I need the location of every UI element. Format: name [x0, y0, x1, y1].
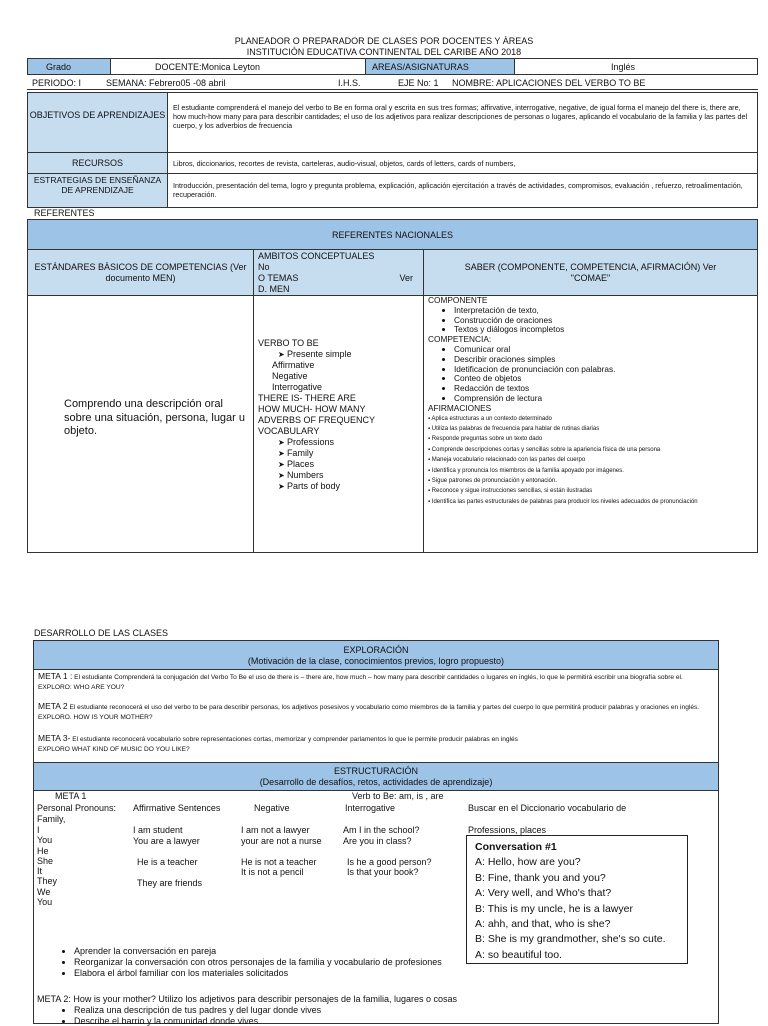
vocab-item: ➤ Numbers — [278, 470, 423, 481]
docente-cell: DOCENTE:Monica Leyton — [110, 58, 366, 75]
competencia-label: COMPETENCIA: — [428, 335, 757, 345]
afirmacion-item: ▪ Comprende descripciones cortas y sencillas sobre la apariencia física de una persona — [428, 445, 757, 455]
meta2-items — [34, 1005, 321, 1026]
pronoun: I — [37, 825, 57, 835]
pronoun: You — [37, 835, 57, 845]
eje: EJE No: 1 — [398, 78, 439, 89]
conversation-line: A: Hello, how are you? — [475, 855, 687, 870]
negative-example: I am not a lawyer — [241, 825, 322, 836]
competencia-item: • Comprensión de lectura — [454, 394, 757, 404]
ambitos-header-line2: No — [258, 262, 423, 273]
estructuracion-header — [33, 762, 719, 791]
negative-example: He is not a teacher — [241, 857, 322, 868]
referentes-label: REFERENTES — [34, 208, 95, 219]
ihs: I.H.S. — [338, 78, 361, 89]
personal-pronouns-header: Personal Pronouns: — [37, 803, 116, 814]
estructuracion-subtitle: (Desarrollo de desafíos, retos, actividades de aprendizaje) — [34, 777, 718, 788]
componente-item: • Construcción de oraciones — [454, 316, 757, 326]
adverbs-line: ADVERBS OF FREQUENCY — [258, 415, 423, 426]
componente-item: • Textos y diálogos incompletos — [454, 325, 757, 335]
conversation-title: Conversation #1 — [475, 840, 687, 855]
negative-header: Negative — [254, 803, 290, 814]
form-negative: Negative — [272, 371, 423, 382]
negative-list — [241, 825, 322, 878]
recursos-label: RECURSOS — [27, 152, 168, 174]
vocab-item: ➤ Professions — [278, 437, 423, 448]
periodo: PERIODO: I — [32, 78, 81, 89]
competencia-item: • Conteo de objetos — [454, 374, 757, 384]
conversation-line: A: so beautiful too. — [475, 948, 687, 963]
estandar-text: Comprendo una descripción oral sobre una situación, persona, lugar u objeto. — [64, 398, 250, 439]
recursos-text: Libros, diccionarios, recortes de revista, carteleras, audio-visual, objetos, cards of letters, cards of numbers, — [167, 152, 758, 174]
form-affirmative: Affirmative — [272, 360, 423, 371]
ambitos-header-line1: AMBITOS CONCEPTUALES — [258, 251, 423, 262]
areas-cell: AREAS/ASIGNATURAS — [365, 58, 515, 75]
semana: SEMANA: Febrero05 -08 abril — [106, 78, 226, 89]
vocab-item: ➤ Family — [278, 448, 423, 459]
estandares-header: ESTÁNDARES BÀSICOS DE COMPETENCIAS (Ver documento MEN) — [27, 249, 254, 296]
affirmative-list — [133, 825, 202, 889]
pronoun: It — [37, 866, 57, 876]
competencia-item: • Redacción de textos — [454, 384, 757, 394]
afirmaciones-label: AFIRMACIONES — [428, 404, 757, 414]
conversation-line: A: Very well, and Who's that? — [475, 886, 687, 901]
competencia-item: • Describir oraciones simples — [454, 355, 757, 365]
affirmative-example: You are a lawyer — [133, 836, 202, 847]
afirmacion-item: ▪ Utiliza las palabras de frecuencia para hablar de rutinas diarias — [428, 424, 757, 434]
meta3-exploracion: META 3- El estudiante reconocerá vocabulario sobre representaciones cortas, memorizar y comprender parlamentos lo que le permite producir palabras en inglés — [38, 733, 714, 745]
interrogative-example: Is that your book? — [343, 867, 432, 878]
conversation-box — [466, 835, 688, 964]
buscar-text: Buscar en el Diccionario vocabulario de — [468, 803, 626, 814]
competencia-item: • Idetificacion de pronunciación con palabras. — [454, 365, 757, 375]
affirmative-example: I am student — [133, 825, 202, 836]
interrogative-header: Interrogative — [345, 803, 395, 814]
ambitos-header-line4: D. MEN — [258, 284, 423, 295]
grado-cell: Grado — [27, 58, 111, 75]
conversation-line: A: ahh, and that, who is she? — [475, 917, 687, 932]
estrategias-label: ESTRATEGIAS DE ENSEÑANZA DE APRENDIZAJE — [27, 173, 168, 208]
meta2-item: • Realiza una descripción de tus padres y del lugar donde vives — [74, 1005, 321, 1016]
pronoun: They — [37, 876, 57, 886]
vocab-item: ➤ Parts of body — [278, 481, 423, 492]
ambitos-cell — [253, 295, 424, 553]
pronoun: We — [37, 887, 57, 897]
activity-item: • Reorganizar la conversación con otros personajes de la familia y vocabulario de profesiones — [74, 957, 442, 968]
exploracion-header — [33, 640, 719, 670]
estandar-cell — [27, 295, 254, 553]
interrogative-list — [343, 825, 432, 878]
ver-label: Ver — [399, 273, 413, 284]
ingles-cell: Inglés — [514, 58, 758, 75]
meta2-item: • Describe el barrio y la comunidad donde vives — [74, 1016, 321, 1026]
componente-item: • Interpretación de texto, — [454, 306, 757, 316]
pronoun: He — [37, 846, 57, 856]
presente-simple: ➤ Presente simple — [278, 349, 423, 360]
desarrollo-label: DESARROLLO DE LAS CLASES — [34, 628, 168, 639]
referentes-nacionales-header: REFERENTES NACIONALES — [27, 219, 758, 250]
activities-list — [34, 946, 442, 979]
afirmacion-item: ▪ Maneja vocabulario relacionado con las partes del cuerpo — [428, 455, 757, 465]
meta1-exploracion: META 1 : El estudiante Comprenderá la conjugación del Verbo To Be el uso de there is – there are, how much – how many para describir cantidades o lugares en inglés, lo que le permitirá escribir una biografía sobre el. EXPLORO: WHO ARE YOU? — [38, 671, 714, 701]
conversation-line: B: This is my uncle, he is a lawyer — [475, 902, 687, 917]
negative-example: It is not a pencil — [241, 867, 322, 878]
vocab-item: ➤ Places — [278, 459, 423, 470]
conversation-line: B: Fine, thank you and you? — [475, 871, 687, 886]
componente-label: COMPONENTE — [428, 296, 757, 306]
verbo-to-be: VERBO TO BE — [258, 338, 423, 349]
verb-to-be-label: Verb to Be: am, is , are — [352, 791, 444, 802]
exploracion-body — [33, 669, 719, 763]
afirmacion-item: ▪ Identifica y pronuncia los miembros de la familia apoyado por imágenes. — [428, 466, 757, 476]
afirmacion-item: ▪ Identifica las partes estructurales de palabras para producir los niveles adecuados de pronunciación — [428, 497, 757, 507]
exploracion-title: EXPLORACIÓN — [34, 645, 718, 656]
ambitos-header-line3: O TEMAS Ver — [258, 273, 423, 284]
activity-item: • Elabora el árbol familiar con los materiales solicitados — [74, 968, 442, 979]
affirmative-header: Affirmative Sentences — [133, 803, 220, 814]
afirmacion-item: ▪ Reconoce y sigue instrucciones sencillas, si están ilustradas — [428, 486, 757, 496]
activity-item: • Aprender la conversación en pareja — [74, 946, 442, 957]
ambitos-header — [253, 249, 424, 296]
how-much-line: HOW MUCH- HOW MANY — [258, 404, 423, 415]
afirmacion-item: ▪ Sigue patrones de pronunciación y entonación. — [428, 476, 757, 486]
conversation-line: B: She is my grandmother, she's so cute. — [475, 932, 687, 947]
professions-text: Professions, places — [468, 825, 546, 836]
exploracion-subtitle: (Motivación de la clase, conocimientos previos, logro propuesto) — [34, 656, 718, 667]
meta2-exploracion: META 2 El estudiante reconocerá el uso del verbo to be para describir personas, los adjetivos posesivos y vocabulario como miembros de la familia y partes del cuerpo lo que permitirá producir palabras y oraciones en inglés. EXPLORO. HOW IS YOUR MOTHER? — [38, 701, 714, 733]
doc-title: PLANEADOR O PREPARADOR DE CLASES POR DOCENTES Y ÀREAS — [0, 36, 768, 47]
pronoun: She — [37, 856, 57, 866]
objetivos-label: OBJETIVOS DE APRENDIZAJES — [27, 92, 168, 153]
interrogative-example: Am I in the school? — [343, 825, 432, 836]
affirmative-example: He is a teacher — [133, 857, 202, 868]
interrogative-example: Is he a good person? — [343, 857, 432, 868]
afirmacion-item: ▪ Responde preguntas sobre un texto dado — [428, 434, 757, 444]
doc-subtitle: INSTITUCIÓN EDUCATIVA CONTINENTAL DEL CARIBE AÑO 2018 — [0, 47, 768, 58]
competencia-item: • Comunicar oral — [454, 345, 757, 355]
meta3-explorer-question: EXPLORO WHAT KIND OF MUSIC DO YOU LIKE? — [38, 745, 714, 755]
vocabulary-line: VOCABULARY — [258, 426, 423, 437]
divider — [27, 89, 758, 90]
affirmative-example: They are friends — [133, 878, 202, 889]
nombre: NOMBRE: APLICACIONES DEL VERBO TO BE — [452, 78, 645, 89]
there-is-line: THERE IS- THERE ARE — [258, 393, 423, 404]
family-text: Family, — [37, 814, 65, 825]
meta1-label: META 1 — [55, 791, 86, 802]
meta2-line: META 2: How is your mother? Utilizo los adjetivos para describir personajes de la familia, lugares o cosas — [37, 994, 457, 1005]
negative-example: your are not a nurse — [241, 836, 322, 847]
saber-cell — [423, 295, 758, 553]
afirmacion-item: ▪ Aplica estructuras a un contexto determinado — [428, 414, 757, 424]
form-interrogative: Interrogative — [272, 382, 423, 393]
objetivos-text: El estudiante comprenderá el manejo del verbo to Be en forma oral y escrita en sus tres formas; affirvative, interrogative, negative, de igual forma el manejo del there is, there are, how much-how many para para describir cantidades; el uso de los adjetivos para realizar descripciones de personas o lugares, aplicando el vocabulario de la familia y las partes del cuerpo, y los adverbios de frecuencia — [167, 92, 758, 153]
estrategias-text: Introducción, presentación del tema, logro y pregunta problema, explicación, aplicación ejercitación a través de actividades, compromisos, evaluación , refuerzo, retroalimentación, recuperación. — [167, 173, 758, 208]
saber-header: SABER (COMPONENTE, COMPETENCIA, AFIRMACIÓN) Ver "COMAE" — [423, 249, 758, 296]
pronoun: You — [37, 897, 57, 907]
estructuracion-title: ESTRUCTURACIÓN — [34, 766, 718, 777]
pronoun-list — [37, 825, 57, 907]
interrogative-example: Are you in class? — [343, 836, 432, 847]
